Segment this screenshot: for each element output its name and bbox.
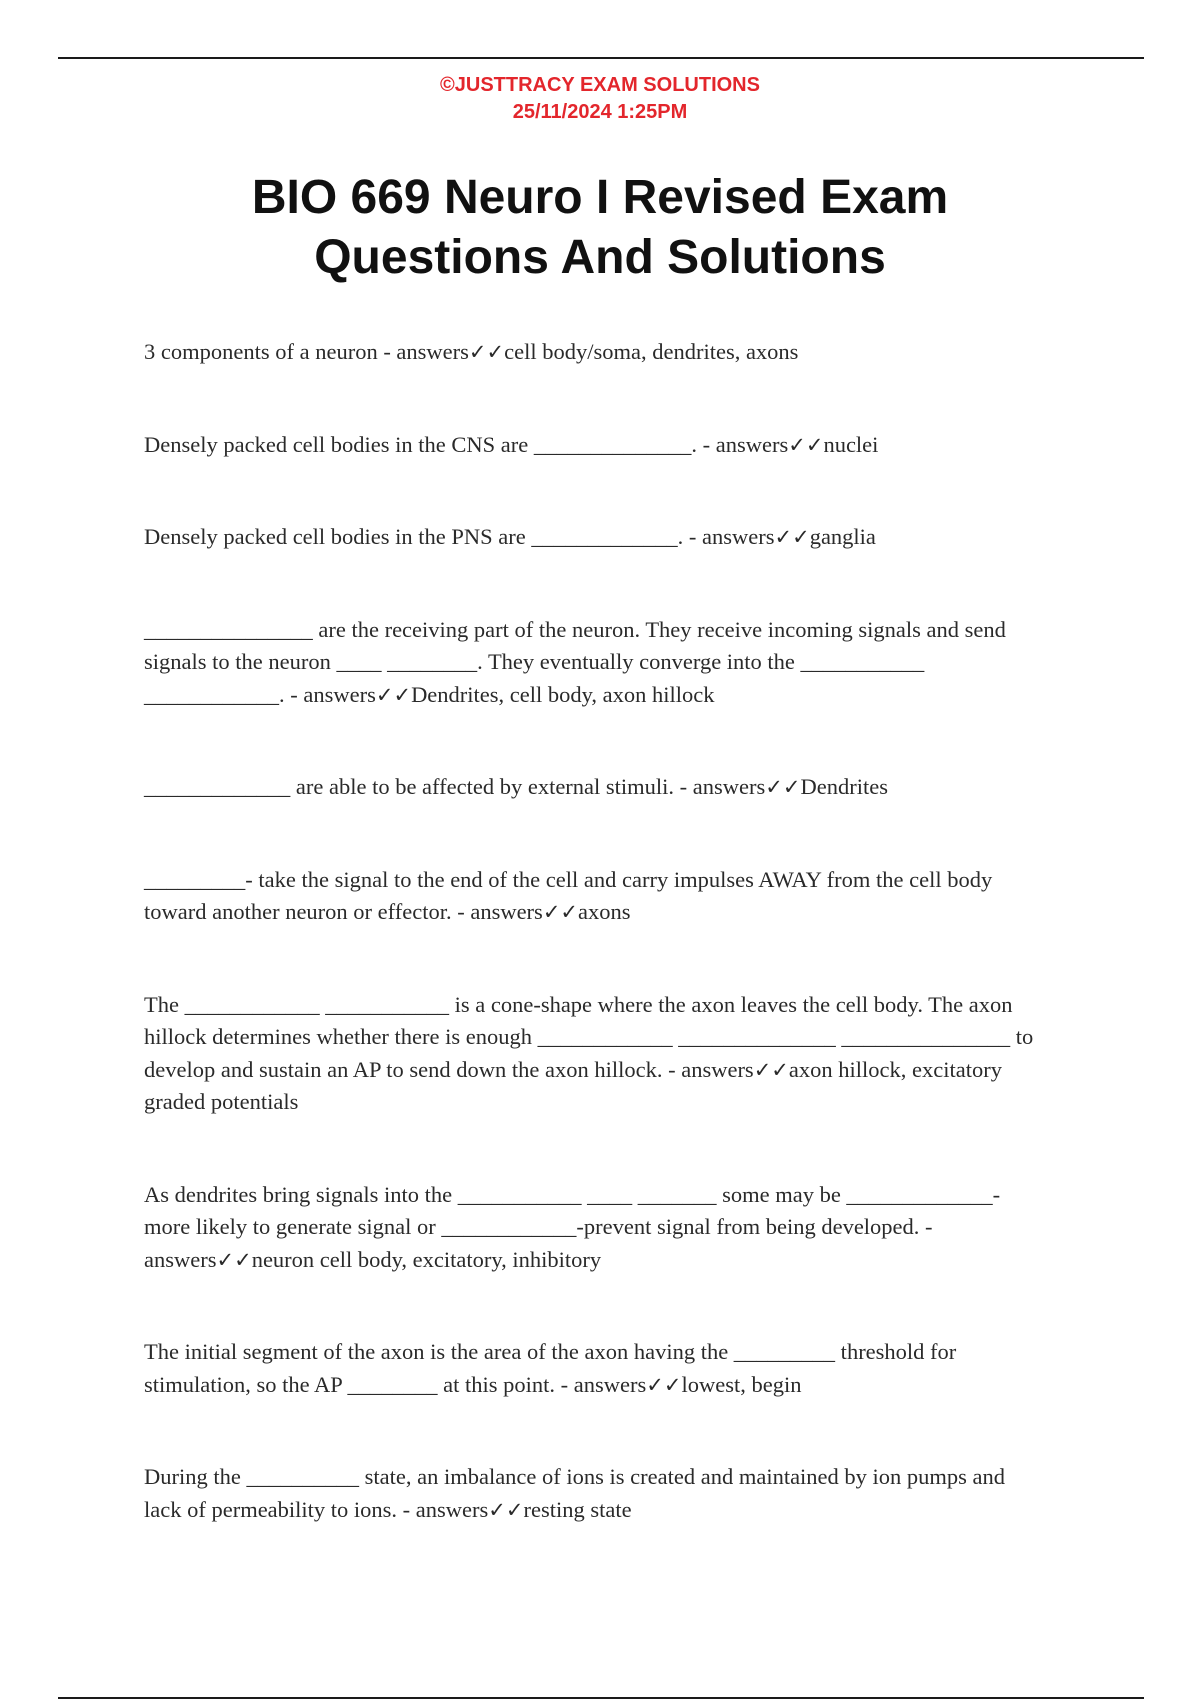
checkmark-icon: ✓✓ [468, 340, 505, 364]
qa-list [144, 336, 1044, 1586]
checkmark-icon: ✓✓ [646, 1372, 682, 1397]
qa-item-9 [144, 1336, 1044, 1401]
answer-text: neuron cell body, excitatory, inhibitory [251, 1246, 602, 1272]
checkmark-icon: ✓✓ [788, 432, 824, 457]
question-text: During the __________ state, an imbalance of ions is created and maintained by ion pumps and lack of permeability to ions. - answers [144, 1464, 1011, 1522]
qa-item-2 [144, 429, 1044, 462]
checkmark-icon: ✓✓ [542, 900, 579, 924]
top-rule [58, 57, 1144, 59]
question-text: Densely packed cell bodies in the PNS are _____________. - answers [144, 524, 775, 549]
watermark-line-1: ©JUSTTRACY EXAM SOLUTIONS [440, 74, 760, 96]
answer-text: axons [578, 899, 631, 924]
answer-text: lowest, begin [681, 1371, 802, 1397]
qa-item-10 [144, 1461, 1044, 1526]
qa-item-6 [144, 864, 1044, 929]
answer-text: ganglia [809, 524, 876, 549]
question-text: _______________ are the receiving part of the neuron. They receive incoming signals and send signals to the neuron ____ ________. They eventually converge into the ___________ ____________. - answers [144, 616, 1012, 707]
qa-item-1 [144, 336, 1044, 369]
answer-text: cell body/soma, dendrites, axons [504, 339, 799, 364]
question-text: The ____________ ___________ is a cone-shape where the axon leaves the cell body. The axon hillock determines whether there is enough ____________ ______________ _______________ to develop and sustain an AP to send down the axon hillock. - answers [144, 991, 1039, 1082]
question-text: _____________ are able to be affected by external stimuli. - answers [144, 774, 766, 799]
qa-item-5 [144, 771, 1044, 804]
answer-text: axon hillock, excitatory graded potentials [144, 1056, 1008, 1114]
answer-text: resting state [523, 1496, 632, 1522]
watermark [0, 72, 1200, 126]
question-text: 3 components of a neuron - answers [144, 339, 469, 364]
title-line-2: Questions And Solutions [314, 231, 886, 284]
question-text: _________- take the signal to the end of the cell and carry impulses AWAY from the cell body toward another neuron or effector. - answers [144, 866, 998, 924]
answer-text: nuclei [823, 431, 879, 457]
qa-item-7 [144, 989, 1044, 1119]
question-text: The initial segment of the axon is the area of the axon having the _________ threshold for stimulation, so the AP ________ at this point. - answers [144, 1339, 962, 1397]
question-text: Densely packed cell bodies in the CNS are ______________. - answers [144, 431, 789, 457]
answer-text: Dendrites [800, 774, 888, 799]
title-line-1: BIO 669 Neuro I Revised Exam [251, 171, 949, 224]
watermark-line-2: 25/11/2024 1:25PM [512, 101, 688, 123]
checkmark-icon: ✓✓ [753, 1057, 789, 1082]
checkmark-icon: ✓✓ [375, 682, 412, 707]
checkmark-icon: ✓✓ [488, 1497, 524, 1522]
checkmark-icon: ✓✓ [765, 775, 801, 799]
qa-item-4 [144, 614, 1044, 712]
checkmark-icon: ✓✓ [216, 1247, 252, 1272]
page-title [0, 168, 1200, 288]
qa-item-8 [144, 1179, 1044, 1277]
answer-text: Dendrites, cell body, axon hillock [411, 681, 715, 707]
checkmark-icon: ✓✓ [774, 525, 810, 549]
question-text: As dendrites bring signals into the ___________ ____ _______ some may be _____________-more likely to generate signal or ____________-prevent signal from being developed. - answers [144, 1181, 1001, 1272]
qa-item-3 [144, 521, 1044, 554]
bottom-rule [58, 1697, 1144, 1699]
